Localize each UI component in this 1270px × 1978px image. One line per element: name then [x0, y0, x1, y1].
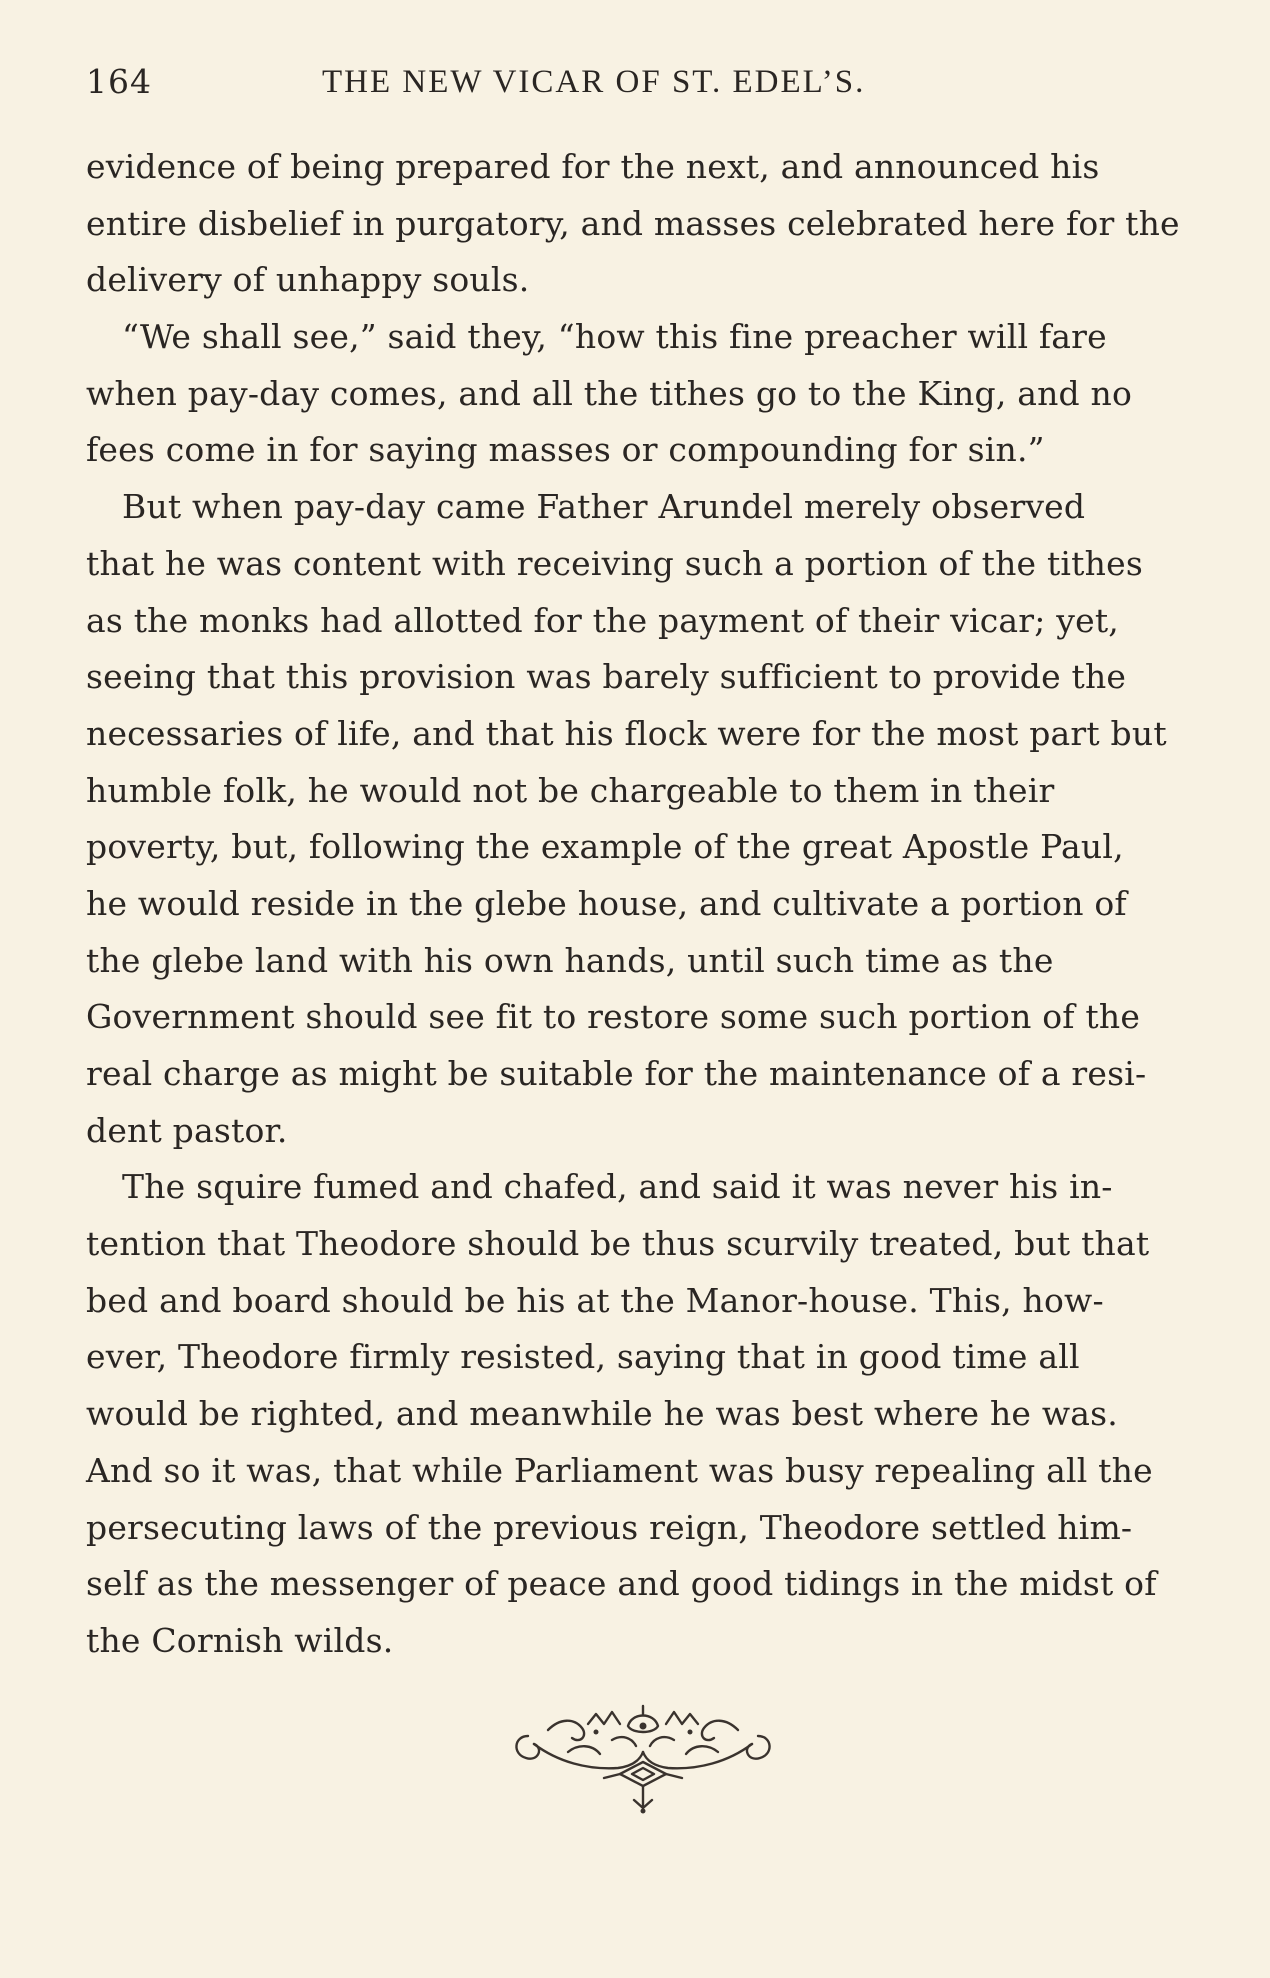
text-line: dent pastor. [86, 1110, 288, 1150]
text-line: that he was content with receiving such a portion of the tithes [86, 543, 1143, 583]
text-line: he would reside in the glebe house, and cultivate a portion of [86, 883, 1127, 923]
body-text [86, 139, 1180, 1670]
page-header [86, 62, 1176, 112]
text-line: ever, Theodore firmly resisted, saying that in good time all [86, 1337, 1080, 1377]
text-line: evidence of being prepared for the next, and announced his [86, 147, 1100, 186]
text-line: when pay-day comes, and all the tithes go to the King, and no [86, 373, 1133, 413]
text-line: seeing that this provision was barely sufficient to provide the [86, 657, 1127, 697]
text-line: bed and board should be his at the Manor-house. This, how- [86, 1280, 1104, 1320]
text-line: self as the messenger of peace and good tidings in the midst of [86, 1564, 1157, 1604]
paragraph-start-line: The squire fumed and chafed, and said it was never his in- [122, 1167, 1113, 1207]
text-line: humble folk, he would not be chargeable to them in their [86, 770, 1055, 810]
paragraph-start-line: But when pay-day came Father Arundel merely observed [122, 487, 1086, 527]
floral-tailpiece-icon [508, 1700, 778, 1820]
text-line: delivery of unhappy souls. [86, 260, 530, 300]
text-line: would be righted, and meanwhile he was best where he was. [86, 1394, 1118, 1434]
text-line: entire disbelief in purgatory, and masses celebrated here for the [86, 203, 1180, 243]
text-line: real charge as might be suitable for the maintenance of a resi- [86, 1054, 1147, 1093]
text-line: tention that Theodore should be thus scurvily treated, but that [86, 1224, 1150, 1264]
paragraph-start-line: “We shall see,” said they, “how this fine preacher will fare [122, 317, 1107, 357]
text-line: necessaries of life, and that his flock were for the most part but [86, 713, 1167, 753]
text-line: Government should see fit to restore some such portion of the [86, 997, 1141, 1037]
text-line: And so it was, that while Parliament was busy repealing all the [86, 1450, 1153, 1490]
text-line: the glebe land with his own hands, until such time as the [86, 940, 1054, 980]
text-line: persecuting laws of the previous reign, Theodore settled him- [86, 1507, 1133, 1547]
text-line: fees come in for saying masses or compounding for sin.” [86, 430, 1045, 470]
page-number: 164 [86, 62, 152, 101]
running-title: THE NEW VICAR OF ST. EDEL’S. [322, 64, 866, 100]
text-line: as the monks had allotted for the payment of their vicar; yet, [86, 600, 1119, 640]
text-line: poverty, but, following the example of the great Apostle Paul, [86, 827, 1124, 867]
text-line: the Cornish wilds. [86, 1620, 394, 1660]
